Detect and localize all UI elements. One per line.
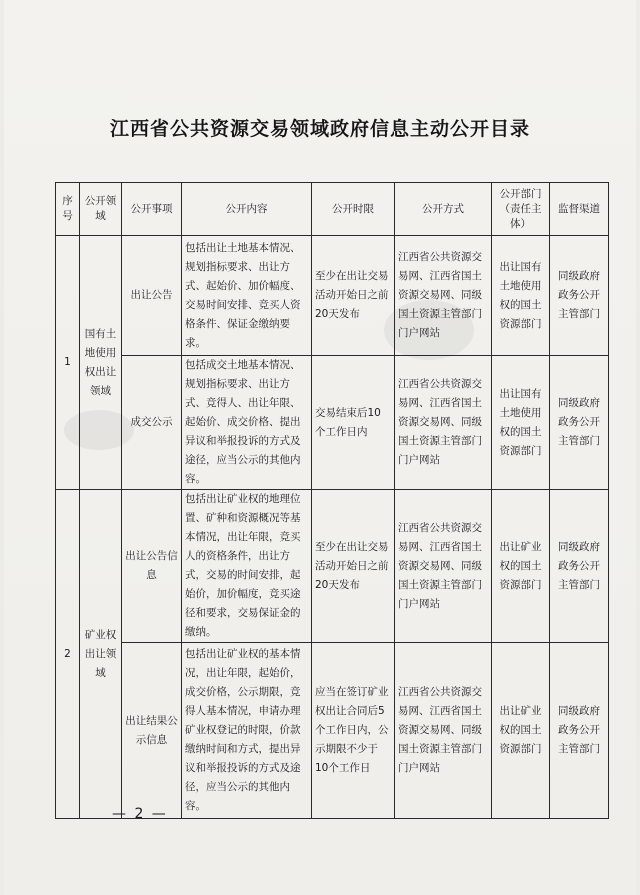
dept-cell: 出让国有土地使用权的国土资源部门 [492, 356, 550, 490]
header-timing: 公开时限 [312, 183, 395, 236]
header-item: 公开事项 [122, 183, 182, 236]
supervision-cell: 同级政府政务公开主管部门 [550, 236, 609, 356]
document-title: 江西省公共资源交易领域政府信息主动公开目录 [109, 118, 530, 140]
content-cell: 包括出让土地基本情况、规划指标要求、出让方式、起始价、加价幅度、交易时间安排、竞买人资格条件、保证金缴纳要求。 [182, 236, 312, 356]
supervision-cell: 同级政府政务公开主管部门 [550, 643, 609, 819]
dept-cell: 出让矿业权的国土资源部门 [492, 490, 550, 643]
timing-cell: 交易结束后10个工作日内 [312, 356, 395, 490]
group-seq: 2 [56, 490, 80, 819]
page-number: — 2 — [112, 806, 168, 822]
header-seq: 序号 [56, 183, 80, 236]
item-cell: 出让结果公示信息 [122, 643, 182, 819]
header-supervision: 监督渠道 [550, 183, 609, 236]
disclosure-catalog-table [55, 182, 609, 819]
method-cell: 江西省公共资源交易网、江西省国土资源交易网、同级国土资源主管部门门户网站 [395, 643, 492, 819]
table-row [56, 643, 609, 819]
item-cell: 出让公告信息 [122, 490, 182, 643]
table-row [56, 236, 609, 356]
header-content: 公开内容 [182, 183, 312, 236]
table-row [56, 490, 609, 643]
header-domain: 公开领域 [80, 183, 122, 236]
table-header-row [56, 183, 609, 236]
dept-cell: 出让矿业权的国土资源部门 [492, 643, 550, 819]
timing-cell: 应当在签订矿业权出让合同后5个工作日内，公示期限不少于10个工作日 [312, 643, 395, 819]
method-cell: 江西省公共资源交易网、江西省国土资源交易网、同级国土资源主管部门门户网站 [395, 356, 492, 490]
method-cell: 江西省公共资源交易网、江西省国土资源交易网、同级国土资源主管部门门户网站 [395, 236, 492, 356]
group-domain: 矿业权出让领域 [80, 490, 122, 819]
header-dept: 公开部门（责任主体） [492, 183, 550, 236]
dept-cell: 出让国有土地使用权的国土资源部门 [492, 236, 550, 356]
group-domain: 国有土地使用权出让领域 [80, 236, 122, 490]
header-method: 公开方式 [395, 183, 492, 236]
item-cell: 成交公示 [122, 356, 182, 490]
group-seq: 1 [56, 236, 80, 490]
timing-cell: 至少在出让交易活动开始日之前20天发布 [312, 490, 395, 643]
item-cell: 出让公告 [122, 236, 182, 356]
table-row [56, 356, 609, 490]
timing-cell: 至少在出让交易活动开始日之前20天发布 [312, 236, 395, 356]
method-cell: 江西省公共资源交易网、江西省国土资源交易网、同级国土资源主管部门门户网站 [395, 490, 492, 643]
supervision-cell: 同级政府政务公开主管部门 [550, 356, 609, 490]
content-cell: 包括出让矿业权的基本情况，出让年限，起始价，成交价格，公示期限，竞得人基本情况，申请办理矿业权登记的时限，价款缴纳时间和方式，提出异议和举报投诉的方式及途径，应当公示的其他内容。 [182, 643, 312, 819]
content-cell: 包括成交土地基本情况、规划指标要求、出让方式、竞得人、出让年限、起始价、成交价格、提出异议和举报投诉的方式及途径，应当公示的其他内容。 [182, 356, 312, 490]
supervision-cell: 同级政府政务公开主管部门 [550, 490, 609, 643]
content-cell: 包括出让矿业权的地理位置、矿种和资源概况等基本情况，出让年限，竞买人的资格条件，出让方式，交易的时间安排，起始价，加价幅度，竞买途径和要求，交易保证金的缴纳。 [182, 490, 312, 643]
